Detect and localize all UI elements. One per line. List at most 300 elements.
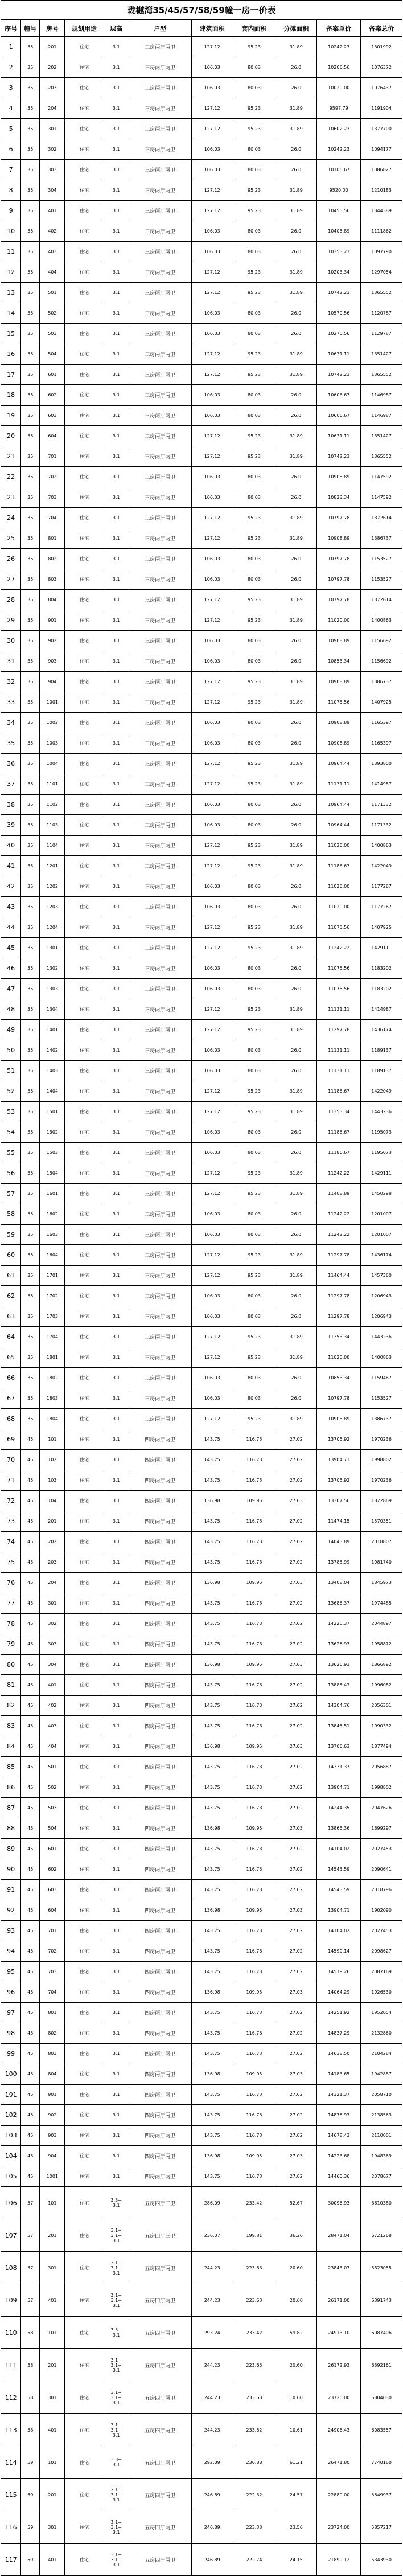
cell-shared-area: 27.03 [275, 1491, 317, 1511]
cell-seq: 71 [1, 1470, 21, 1491]
cell-shared-area: 27.02 [275, 1962, 317, 1982]
cell-building: 35 [21, 672, 40, 692]
cell-floor-height: 3.1 [104, 119, 129, 139]
cell-shared-area: 24.15 [275, 2544, 317, 2576]
cell-total-price: 2027453 [361, 1921, 402, 1941]
cell-gross-area: 106.03 [191, 1225, 233, 1245]
cell-floor-height: 3.1+ 3.1+ 3.1 [104, 2479, 129, 2511]
cell-seq: 65 [1, 1347, 21, 1368]
cell-building: 35 [21, 1122, 40, 1143]
cell-floor-height: 3.1 [104, 160, 129, 180]
cell-seq: 93 [1, 1921, 21, 1941]
cell-floor-height: 3.1 [104, 1859, 129, 1880]
cell-unit-price: 14543.59 [317, 1859, 361, 1880]
cell-seq: 107 [1, 2219, 21, 2252]
cell-room: 301 [40, 2381, 65, 2414]
cell-inner-area: 80.03 [233, 467, 275, 487]
cell-layout: 四房两厅两卫 [129, 1491, 191, 1511]
cell-inner-area: 223.33 [233, 2511, 275, 2544]
cell-room: 801 [40, 2003, 65, 2023]
cell-total-price: 1153527 [361, 549, 402, 569]
cell-layout: 四房两厅两卫 [129, 1798, 191, 1818]
cell-layout: 三房两厅两卫 [129, 78, 191, 98]
cell-gross-area: 292.09 [191, 2446, 233, 2479]
cell-gross-area: 127.12 [191, 508, 233, 528]
cell-usage: 住宅 [65, 1982, 104, 2003]
cell-inner-area: 95.23 [233, 1327, 275, 1347]
cell-building: 35 [21, 221, 40, 242]
cell-shared-area: 31.89 [275, 754, 317, 774]
cell-layout: 三房两厅两卫 [129, 999, 191, 1020]
cell-gross-area: 246.89 [191, 2511, 233, 2544]
cell-gross-area: 127.12 [191, 917, 233, 938]
cell-room: 101 [40, 2187, 65, 2219]
cell-usage: 住宅 [65, 2166, 104, 2187]
cell-room: 1801 [40, 1347, 65, 1368]
cell-total-price: 1206943 [361, 1306, 402, 1327]
cell-floor-height: 3.1 [104, 1368, 129, 1388]
cell-inner-area: 116.73 [233, 1777, 275, 1798]
cell-gross-area: 143.75 [191, 1696, 233, 1716]
cell-unit-price: 10742.23 [317, 446, 361, 467]
cell-layout: 四房两厅两卫 [129, 1429, 191, 1450]
cell-inner-area: 95.23 [233, 754, 275, 774]
cell-total-price: 1076437 [361, 78, 402, 98]
cell-unit-price: 11131.11 [317, 999, 361, 1020]
cell-gross-area: 127.12 [191, 1184, 233, 1204]
cell-total-price: 1201007 [361, 1204, 402, 1225]
cell-unit-price: 14304.76 [317, 1696, 361, 1716]
cell-unit-price: 11075.56 [317, 958, 361, 979]
cell-seq: 1 [1, 37, 21, 57]
cell-total-price: 2104284 [361, 2044, 402, 2064]
table-row [1, 1266, 402, 1286]
cell-unit-price: 11020.00 [317, 610, 361, 631]
cell-total-price: 1153527 [361, 569, 402, 590]
cell-shared-area: 31.89 [275, 37, 317, 57]
cell-gross-area: 143.75 [191, 1450, 233, 1470]
cell-floor-height: 3.1 [104, 569, 129, 590]
cell-floor-height: 3.1 [104, 508, 129, 528]
cell-seq: 10 [1, 221, 21, 242]
cell-seq: 59 [1, 1225, 21, 1245]
cell-seq: 49 [1, 1020, 21, 1040]
cell-building: 35 [21, 1286, 40, 1306]
cell-shared-area: 26.0 [275, 958, 317, 979]
cell-room: 401 [40, 201, 65, 221]
cell-floor-height: 3.1 [104, 1429, 129, 1450]
cell-shared-area: 27.02 [275, 1777, 317, 1798]
cell-shared-area: 27.02 [275, 1921, 317, 1941]
cell-room: 701 [40, 1921, 65, 1941]
cell-seq: 68 [1, 1409, 21, 1429]
cell-building: 45 [21, 1757, 40, 1777]
table-row [1, 2446, 402, 2479]
cell-layout: 三房两厅两卫 [129, 1286, 191, 1306]
cell-inner-area: 230.88 [233, 2446, 275, 2479]
cell-floor-height: 3.1 [104, 631, 129, 651]
cell-floor-height: 3.1 [104, 1245, 129, 1266]
cell-gross-area: 127.12 [191, 119, 233, 139]
cell-layout: 三房两厅两卫 [129, 160, 191, 180]
cell-inner-area: 80.03 [233, 897, 275, 917]
header-cell: 建筑面积 [191, 20, 233, 37]
cell-floor-height: 3.1+ 3.1+ 3.1 [104, 2511, 129, 2544]
cell-unit-price: 10964.44 [317, 795, 361, 815]
cell-total-price: 6391743 [361, 2284, 402, 2317]
cell-unit-price: 13408.04 [317, 1573, 361, 1593]
cell-building: 35 [21, 979, 40, 999]
cell-usage: 住宅 [65, 2219, 104, 2252]
cell-shared-area: 27.02 [275, 1429, 317, 1450]
cell-room: 602 [40, 385, 65, 406]
cell-layout: 四房两厅两卫 [129, 2126, 191, 2146]
cell-room: 1003 [40, 733, 65, 754]
cell-unit-price: 23720.00 [317, 2381, 361, 2414]
cell-layout: 四房两厅两卫 [129, 1859, 191, 1880]
cell-floor-height: 3.3+ 3.1 [104, 2317, 129, 2349]
cell-unit-price: 10570.56 [317, 303, 361, 324]
cell-inner-area: 116.73 [233, 2166, 275, 2187]
cell-layout: 三房两厅两卫 [129, 938, 191, 958]
cell-total-price: 1146987 [361, 385, 402, 406]
cell-shared-area: 31.89 [275, 98, 317, 119]
cell-layout: 三房两厅两卫 [129, 1327, 191, 1347]
cell-usage: 住宅 [65, 774, 104, 795]
table-row [1, 1061, 402, 1081]
cell-shared-area: 31.89 [275, 836, 317, 856]
cell-room: 1501 [40, 1102, 65, 1122]
cell-room: 304 [40, 180, 65, 201]
cell-building: 59 [21, 2511, 40, 2544]
cell-total-price: 1952054 [361, 2003, 402, 2023]
cell-inner-area: 116.73 [233, 1696, 275, 1716]
cell-unit-price: 13706.63 [317, 1736, 361, 1757]
cell-gross-area: 143.75 [191, 1777, 233, 1798]
cell-gross-area: 127.12 [191, 365, 233, 385]
cell-inner-area: 80.03 [233, 876, 275, 897]
cell-inner-area: 95.23 [233, 1347, 275, 1368]
cell-seq: 78 [1, 1614, 21, 1634]
cell-total-price: 1195073 [361, 1143, 402, 1163]
cell-seq: 86 [1, 1777, 21, 1798]
cell-inner-area: 116.73 [233, 1593, 275, 1614]
cell-shared-area: 26.0 [275, 242, 317, 262]
cell-seq: 3 [1, 78, 21, 98]
cell-gross-area: 106.03 [191, 549, 233, 569]
cell-shared-area: 27.03 [275, 1573, 317, 1593]
cell-building: 35 [21, 1368, 40, 1388]
cell-unit-price: 13785.99 [317, 1552, 361, 1573]
cell-gross-area: 106.03 [191, 979, 233, 999]
cell-inner-area: 95.23 [233, 508, 275, 528]
table-row [1, 1962, 402, 1982]
cell-shared-area: 26.0 [275, 1306, 317, 1327]
table-row [1, 98, 402, 119]
table-row [1, 1081, 402, 1102]
cell-seq: 34 [1, 713, 21, 733]
cell-unit-price: 10631.11 [317, 344, 361, 365]
cell-seq: 74 [1, 1532, 21, 1552]
cell-building: 35 [21, 1204, 40, 1225]
cell-inner-area: 116.73 [233, 2003, 275, 2023]
cell-total-price: 2090641 [361, 1859, 402, 1880]
cell-usage: 住宅 [65, 569, 104, 590]
cell-gross-area: 143.75 [191, 1757, 233, 1777]
cell-inner-area: 95.23 [233, 1163, 275, 1184]
cell-gross-area: 106.03 [191, 406, 233, 426]
cell-unit-price: 14876.93 [317, 2105, 361, 2126]
cell-building: 45 [21, 2126, 40, 2146]
cell-usage: 住宅 [65, 1798, 104, 1818]
cell-floor-height: 3.1+ 3.1+ 3.1 [104, 2414, 129, 2446]
cell-inner-area: 80.03 [233, 1286, 275, 1306]
table-row [1, 1327, 402, 1347]
cell-shared-area: 20.60 [275, 2252, 317, 2284]
cell-floor-height: 3.1 [104, 1163, 129, 1184]
cell-gross-area: 127.12 [191, 180, 233, 201]
cell-usage: 住宅 [65, 754, 104, 774]
cell-unit-price: 10908.89 [317, 672, 361, 692]
cell-gross-area: 127.12 [191, 446, 233, 467]
cell-gross-area: 246.89 [191, 2479, 233, 2511]
table-row [1, 610, 402, 631]
cell-usage: 住宅 [65, 1839, 104, 1859]
cell-total-price: 1942887 [361, 2064, 402, 2085]
cell-gross-area: 106.03 [191, 876, 233, 897]
cell-layout: 三房两厅两卫 [129, 385, 191, 406]
cell-usage: 住宅 [65, 119, 104, 139]
cell-unit-price: 14043.89 [317, 1532, 361, 1552]
cell-room: 1201 [40, 856, 65, 876]
cell-room: 501 [40, 283, 65, 303]
cell-seq: 16 [1, 344, 21, 365]
cell-building: 35 [21, 754, 40, 774]
cell-room: 702 [40, 467, 65, 487]
cell-room: 201 [40, 2219, 65, 2252]
cell-seq: 106 [1, 2187, 21, 2219]
cell-shared-area: 27.02 [275, 1511, 317, 1532]
cell-unit-price: 14321.37 [317, 2085, 361, 2105]
cell-layout: 三房两厅两卫 [129, 672, 191, 692]
cell-total-price: 6721268 [361, 2219, 402, 2252]
cell-seq: 11 [1, 242, 21, 262]
cell-usage: 住宅 [65, 631, 104, 651]
cell-gross-area: 143.75 [191, 2085, 233, 2105]
cell-usage: 住宅 [65, 2511, 104, 2544]
cell-gross-area: 127.12 [191, 774, 233, 795]
cell-shared-area: 10.60 [275, 2381, 317, 2414]
cell-usage: 住宅 [65, 2023, 104, 2044]
cell-floor-height: 3.1 [104, 999, 129, 1020]
cell-usage: 住宅 [65, 1122, 104, 1143]
cell-total-price: 1365552 [361, 365, 402, 385]
cell-layout: 三房两厅两卫 [129, 569, 191, 590]
cell-total-price: 1165397 [361, 713, 402, 733]
cell-building: 45 [21, 1962, 40, 1982]
cell-unit-price: 10270.56 [317, 324, 361, 344]
cell-usage: 住宅 [65, 2479, 104, 2511]
cell-unit-price: 11186.67 [317, 1122, 361, 1143]
cell-room: 1104 [40, 836, 65, 856]
cell-unit-price: 10455.56 [317, 201, 361, 221]
cell-shared-area: 26.0 [275, 1368, 317, 1388]
table-row [1, 324, 402, 344]
cell-usage: 住宅 [65, 1429, 104, 1450]
cell-gross-area: 143.75 [191, 1593, 233, 1614]
cell-unit-price: 13705.92 [317, 1470, 361, 1491]
cell-seq: 27 [1, 569, 21, 590]
cell-unit-price: 14225.37 [317, 1614, 361, 1634]
cell-usage: 住宅 [65, 344, 104, 365]
cell-unit-price: 26172.93 [317, 2349, 361, 2381]
cell-shared-area: 27.02 [275, 2085, 317, 2105]
cell-building: 35 [21, 242, 40, 262]
cell-room: 604 [40, 1900, 65, 1921]
cell-building: 45 [21, 1429, 40, 1450]
cell-gross-area: 106.03 [191, 1122, 233, 1143]
cell-usage: 住宅 [65, 2105, 104, 2126]
table-row [1, 201, 402, 221]
cell-floor-height: 3.1 [104, 1306, 129, 1327]
cell-gross-area: 106.03 [191, 160, 233, 180]
cell-usage: 住宅 [65, 487, 104, 508]
cell-usage: 住宅 [65, 1081, 104, 1102]
cell-total-price: 1177267 [361, 876, 402, 897]
table-row [1, 1777, 402, 1798]
cell-unit-price: 11297.78 [317, 1245, 361, 1266]
cell-gross-area: 143.75 [191, 1798, 233, 1818]
cell-total-price: 2110001 [361, 2126, 402, 2146]
table-row [1, 2544, 402, 2576]
table-row [1, 2187, 402, 2219]
cell-building: 35 [21, 1184, 40, 1204]
cell-gross-area: 106.03 [191, 467, 233, 487]
cell-building: 35 [21, 1081, 40, 1102]
cell-room: 504 [40, 1818, 65, 1839]
cell-inner-area: 80.03 [233, 1204, 275, 1225]
table-body [1, 37, 402, 2576]
cell-layout: 四房两厅两卫 [129, 1880, 191, 1900]
table-row [1, 283, 402, 303]
cell-usage: 住宅 [65, 1552, 104, 1573]
cell-unit-price: 26171.00 [317, 2284, 361, 2317]
cell-inner-area: 222.74 [233, 2544, 275, 2576]
cell-total-price: 2056887 [361, 1757, 402, 1777]
cell-gross-area: 244.23 [191, 2284, 233, 2317]
cell-seq: 89 [1, 1839, 21, 1859]
cell-unit-price: 11131.11 [317, 774, 361, 795]
cell-usage: 住宅 [65, 1040, 104, 1061]
cell-seq: 111 [1, 2349, 21, 2381]
cell-floor-height: 3.1 [104, 692, 129, 713]
cell-inner-area: 109.95 [233, 1818, 275, 1839]
cell-inner-area: 116.73 [233, 1511, 275, 1532]
cell-unit-price: 10742.23 [317, 365, 361, 385]
cell-inner-area: 95.23 [233, 917, 275, 938]
cell-usage: 住宅 [65, 1306, 104, 1327]
cell-floor-height: 3.1 [104, 1266, 129, 1286]
cell-inner-area: 95.23 [233, 610, 275, 631]
cell-room: 301 [40, 2511, 65, 2544]
cell-room: 904 [40, 2146, 65, 2166]
cell-floor-height: 3.1 [104, 1020, 129, 1040]
cell-inner-area: 116.73 [233, 1941, 275, 1962]
cell-gross-area: 143.75 [191, 2105, 233, 2126]
cell-usage: 住宅 [65, 999, 104, 1020]
table-row [1, 2126, 402, 2146]
cell-building: 35 [21, 733, 40, 754]
cell-building: 35 [21, 836, 40, 856]
header-cell: 套内面积 [233, 20, 275, 37]
cell-room: 1102 [40, 795, 65, 815]
cell-seq: 99 [1, 2044, 21, 2064]
cell-layout: 四房两厅两卫 [129, 1900, 191, 1921]
cell-shared-area: 23.56 [275, 2511, 317, 2544]
cell-unit-price: 14223.68 [317, 2146, 361, 2166]
cell-usage: 住宅 [65, 1511, 104, 1532]
cell-layout: 三房两厅两卫 [129, 283, 191, 303]
cell-shared-area: 26.0 [275, 303, 317, 324]
cell-gross-area: 127.12 [191, 836, 233, 856]
cell-usage: 住宅 [65, 446, 104, 467]
cell-usage: 住宅 [65, 1962, 104, 1982]
cell-inner-area: 116.73 [233, 1839, 275, 1859]
cell-layout: 四房两厅两卫 [129, 1941, 191, 1962]
cell-floor-height: 3.1 [104, 1409, 129, 1429]
sheet-title: 珑樾湾35/45/57/58/59幢一房一价表 [1, 0, 402, 19]
cell-layout: 五房四厅两卫 [129, 2381, 191, 2414]
cell-total-price: 1129787 [361, 324, 402, 344]
cell-inner-area: 80.03 [233, 385, 275, 406]
cell-room: 104 [40, 1491, 65, 1511]
cell-usage: 住宅 [65, 242, 104, 262]
cell-layout: 三房两厅两卫 [129, 631, 191, 651]
table-row [1, 1429, 402, 1450]
cell-inner-area: 95.23 [233, 1266, 275, 1286]
table-row [1, 2317, 402, 2349]
cell-room: 604 [40, 426, 65, 446]
cell-room: 401 [40, 2414, 65, 2446]
cell-gross-area: 106.03 [191, 569, 233, 590]
cell-floor-height: 3.1 [104, 2003, 129, 2023]
table-row [1, 815, 402, 836]
table-row [1, 1368, 402, 1388]
cell-room: 1804 [40, 1409, 65, 1429]
cell-gross-area: 127.12 [191, 201, 233, 221]
cell-seq: 85 [1, 1757, 21, 1777]
table-row [1, 651, 402, 672]
cell-total-price: 1436174 [361, 1245, 402, 1266]
cell-room: 704 [40, 1982, 65, 2003]
cell-shared-area: 26.0 [275, 1122, 317, 1143]
cell-inner-area: 80.03 [233, 406, 275, 426]
cell-floor-height: 3.1 [104, 2126, 129, 2146]
cell-unit-price: 9520.00 [317, 180, 361, 201]
cell-floor-height: 3.1 [104, 815, 129, 836]
cell-floor-height: 3.1 [104, 303, 129, 324]
cell-seq: 4 [1, 98, 21, 119]
cell-total-price: 1998802 [361, 1450, 402, 1470]
cell-gross-area: 127.12 [191, 754, 233, 774]
cell-gross-area: 127.12 [191, 1409, 233, 1429]
cell-inner-area: 116.73 [233, 1450, 275, 1470]
cell-building: 45 [21, 2146, 40, 2166]
cell-room: 502 [40, 1777, 65, 1798]
cell-inner-area: 95.23 [233, 283, 275, 303]
cell-building: 45 [21, 1880, 40, 1900]
cell-seq: 56 [1, 1163, 21, 1184]
